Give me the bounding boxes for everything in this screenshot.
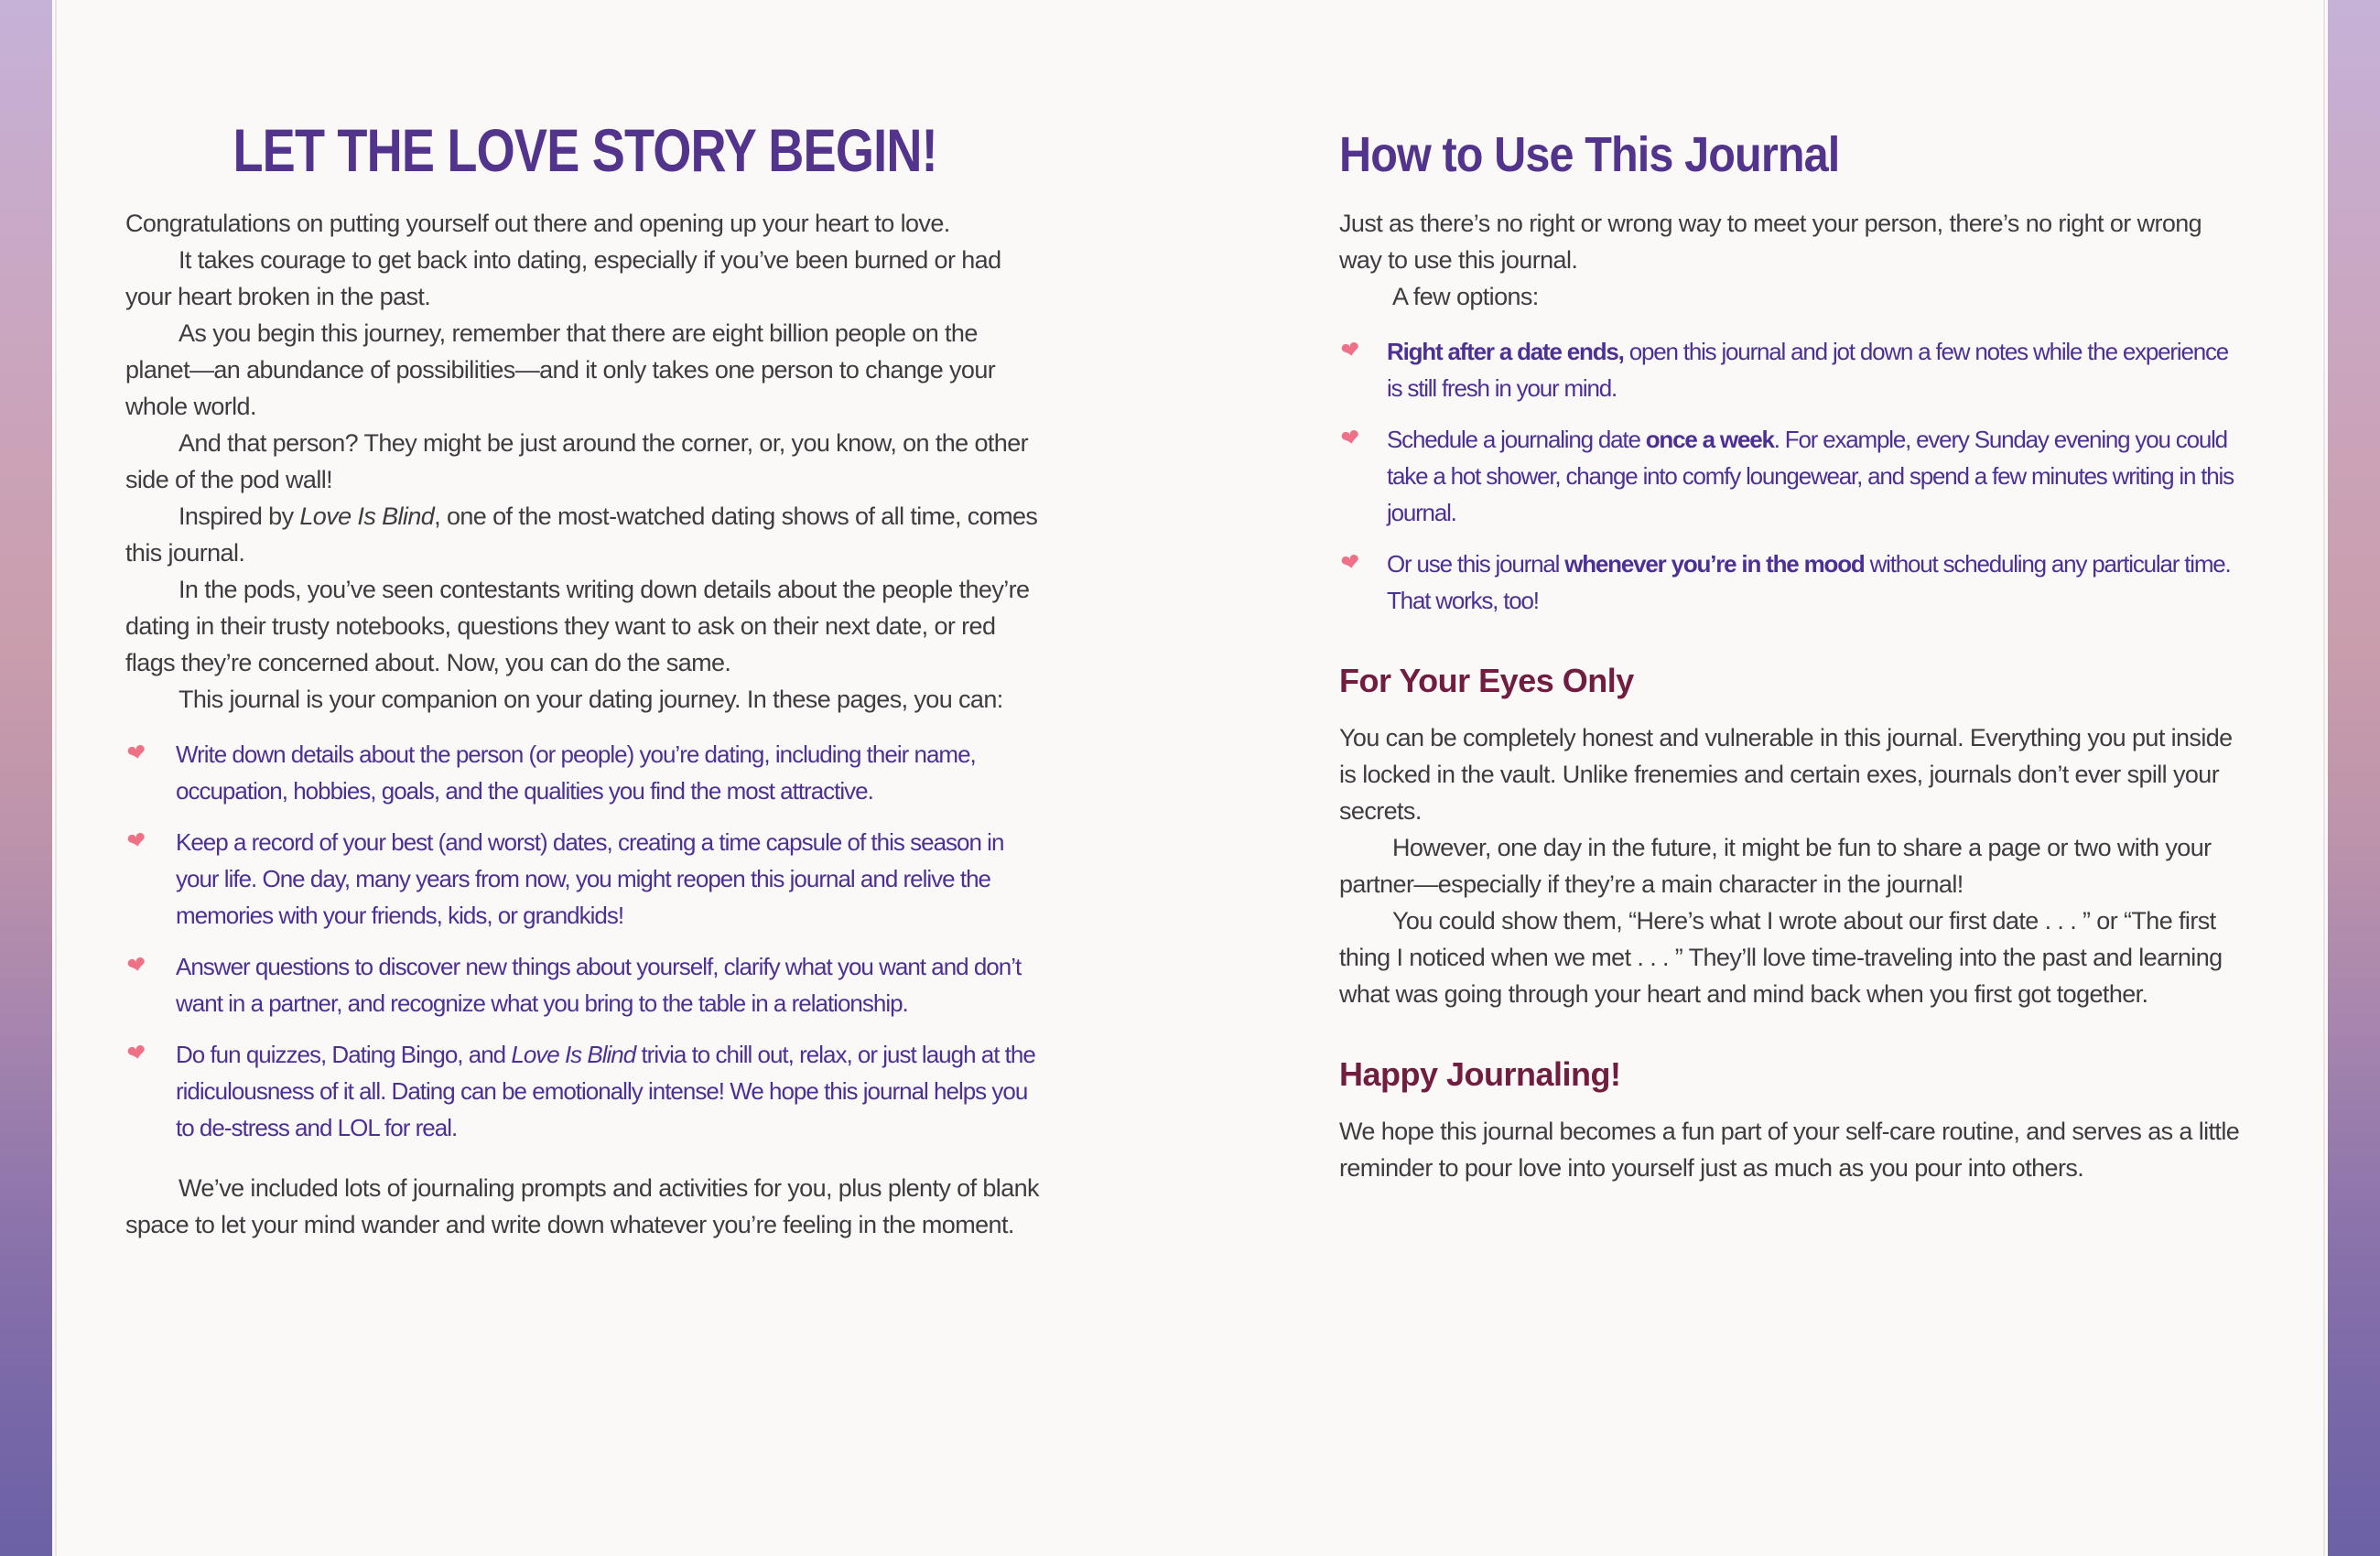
bullet-rest: . For example, every Sunday evening you could take a hot shower, change into comfy loungewear, and spend a few minutes writing in this journal. (1387, 426, 2234, 526)
bullet-text: Keep a record of your best (and worst) dates, creating a time capsule of this season in your life. One day, many years from now, you might reopen this journal and relive the memories with your friends, kids, or grandkids! (176, 828, 1004, 929)
page-edge-line-right (2323, 0, 2325, 1556)
heart-icon: ❤ (124, 1039, 149, 1068)
show-title-italic: Love Is Blind (511, 1041, 636, 1068)
left-page-title-text: LET THE LOVE STORY BEGIN! (233, 116, 938, 184)
bullet-text (1387, 550, 2231, 614)
paragraph-self-care: We hope this journal becomes a fun part of your self-care routine, and serves as a little reminder to pour love into yourself just as much as you pour into others. (1339, 1118, 2240, 1182)
paragraph-inspired-by (125, 498, 1045, 571)
bullet-text (1387, 426, 2234, 526)
bullet-bold: once a week (1645, 426, 1774, 453)
bullet-bold: whenever you’re in the mood (1564, 550, 1865, 578)
heart-icon: ❤ (1338, 424, 1363, 453)
list-item-answer-questions (125, 948, 1045, 1021)
bullet-rest: open this journal and jot down a few notes while the experience is still fresh in your mind. (1387, 338, 2229, 402)
heart-icon: ❤ (124, 827, 149, 856)
list-item-whenever-in-mood (1339, 546, 2247, 619)
bullet-bold-lead: Right after a date ends, (1387, 338, 1624, 365)
bullet-rest: without scheduling any particular time. That works, too! (1387, 550, 2231, 614)
paragraph-in-the-pods: In the pods, you’ve seen contestants writing down details about the people they’re dating in their trusty notebooks, questions they want to ask on their next date, or red flags they’re concerned about. Now, you can do the same. (125, 576, 1030, 676)
paragraph-closing: We’ve included lots of journaling prompts and activities for you, plus plenty of blank space to let your mind wander and write down whatever you’re feeling in the moment. (125, 1174, 1039, 1238)
page-edge-gradient-right (2328, 0, 2380, 1556)
bullet-list-right (1339, 333, 2247, 619)
section-heading-for-your-eyes-only: For Your Eyes Only (1339, 662, 1634, 699)
list-item-right-after-date (1339, 333, 2247, 406)
bullet-list-left (125, 736, 1045, 1146)
paragraph-no-right-or-wrong: Just as there’s no right or wrong way to meet your person, there’s no right or wrong way to use this journal. (1339, 210, 2202, 274)
list-item-keep-record (125, 824, 1045, 934)
paragraph-eight-billion: As you begin this journey, remember that there are eight billion people on the planet—an abundance of possibilities—and it only takes one person to change your whole world. (125, 319, 996, 420)
paragraph-inspired-post: , one of the most-watched dating shows of all time, comes this journal. (125, 502, 1038, 567)
page-edge-line-left (55, 0, 57, 1556)
bullet-quizzes-pre: Do fun quizzes, Dating Bingo, and (176, 1041, 512, 1068)
section-heading-happy-journaling: Happy Journaling! (1339, 1055, 1621, 1093)
right-page-title (1339, 128, 2247, 181)
list-item-fun-quizzes (125, 1036, 1045, 1146)
bullet-pre: Schedule a journaling date (1387, 426, 1646, 453)
bullet-text (1387, 338, 2228, 402)
show-title-italic: Love Is Blind (299, 502, 435, 530)
heart-icon: ❤ (1338, 548, 1363, 578)
paragraph-pod-wall: And that person? They might be just around the corner, or, you know, on the other side of the pod wall! (125, 429, 1029, 493)
right-page (1339, 128, 2247, 1186)
heart-icon: ❤ (1338, 336, 1363, 365)
bullet-text: Write down details about the person (or people) you’re dating, including their name, occupation, hobbies, goals, and the qualities you find the most attractive. (176, 740, 976, 805)
bullet-pre: Or use this journal (1387, 550, 1565, 578)
left-page (125, 117, 1045, 1243)
paragraph-share-a-page: However, one day in the future, it might be fun to share a page or two with your partner—especially if they’re a main character in the journal! (1339, 834, 2212, 898)
paragraph-inspired-pre: Inspired by (178, 502, 300, 530)
right-page-title-text: How to Use This Journal (1339, 127, 1840, 182)
list-item-once-a-week (1339, 421, 2247, 531)
paragraph-courage: It takes courage to get back into dating, especially if you’ve been burned or had your heart broken in the past. (125, 246, 1001, 310)
paragraph-honest-vulnerable: You can be completely honest and vulnerable in this journal. Everything you put inside is locked in the vault. Unlike frenemies and certain exes, journals don’t ever spill your secrets. (1339, 724, 2233, 825)
heart-icon: ❤ (124, 739, 149, 768)
bullet-quizzes-post: trivia to chill out, relax, or just laugh at the ridiculousness of it all. Dating can be emotionally intense! We hope this journal helps you to de-stress and LOL for real. (176, 1041, 1035, 1141)
paragraph-companion: This journal is your companion on your dating journey. In these pages, you can: (178, 686, 1003, 713)
list-item-write-details (125, 736, 1045, 809)
page-edge-gradient-left (0, 0, 52, 1556)
bullet-text (176, 1041, 1035, 1141)
bullet-text: Answer questions to discover new things about yourself, clarify what you want and don’t want in a partner, and recognize what you bring to the table in a relationship. (176, 953, 1022, 1017)
paragraph-congratulations: Congratulations on putting yourself out there and opening up your heart to love. (125, 210, 950, 237)
left-page-title (125, 117, 1045, 183)
paragraph-few-options: A few options: (1392, 283, 1539, 310)
heart-icon: ❤ (124, 951, 149, 980)
paragraph-show-them: You could show them, “Here’s what I wrote about our first date . . . ” or “The first thing I noticed when we met . . . ” They’ll love time-traveling into the past and learning what was going through your heart and mind back when you first got together. (1339, 907, 2223, 1008)
